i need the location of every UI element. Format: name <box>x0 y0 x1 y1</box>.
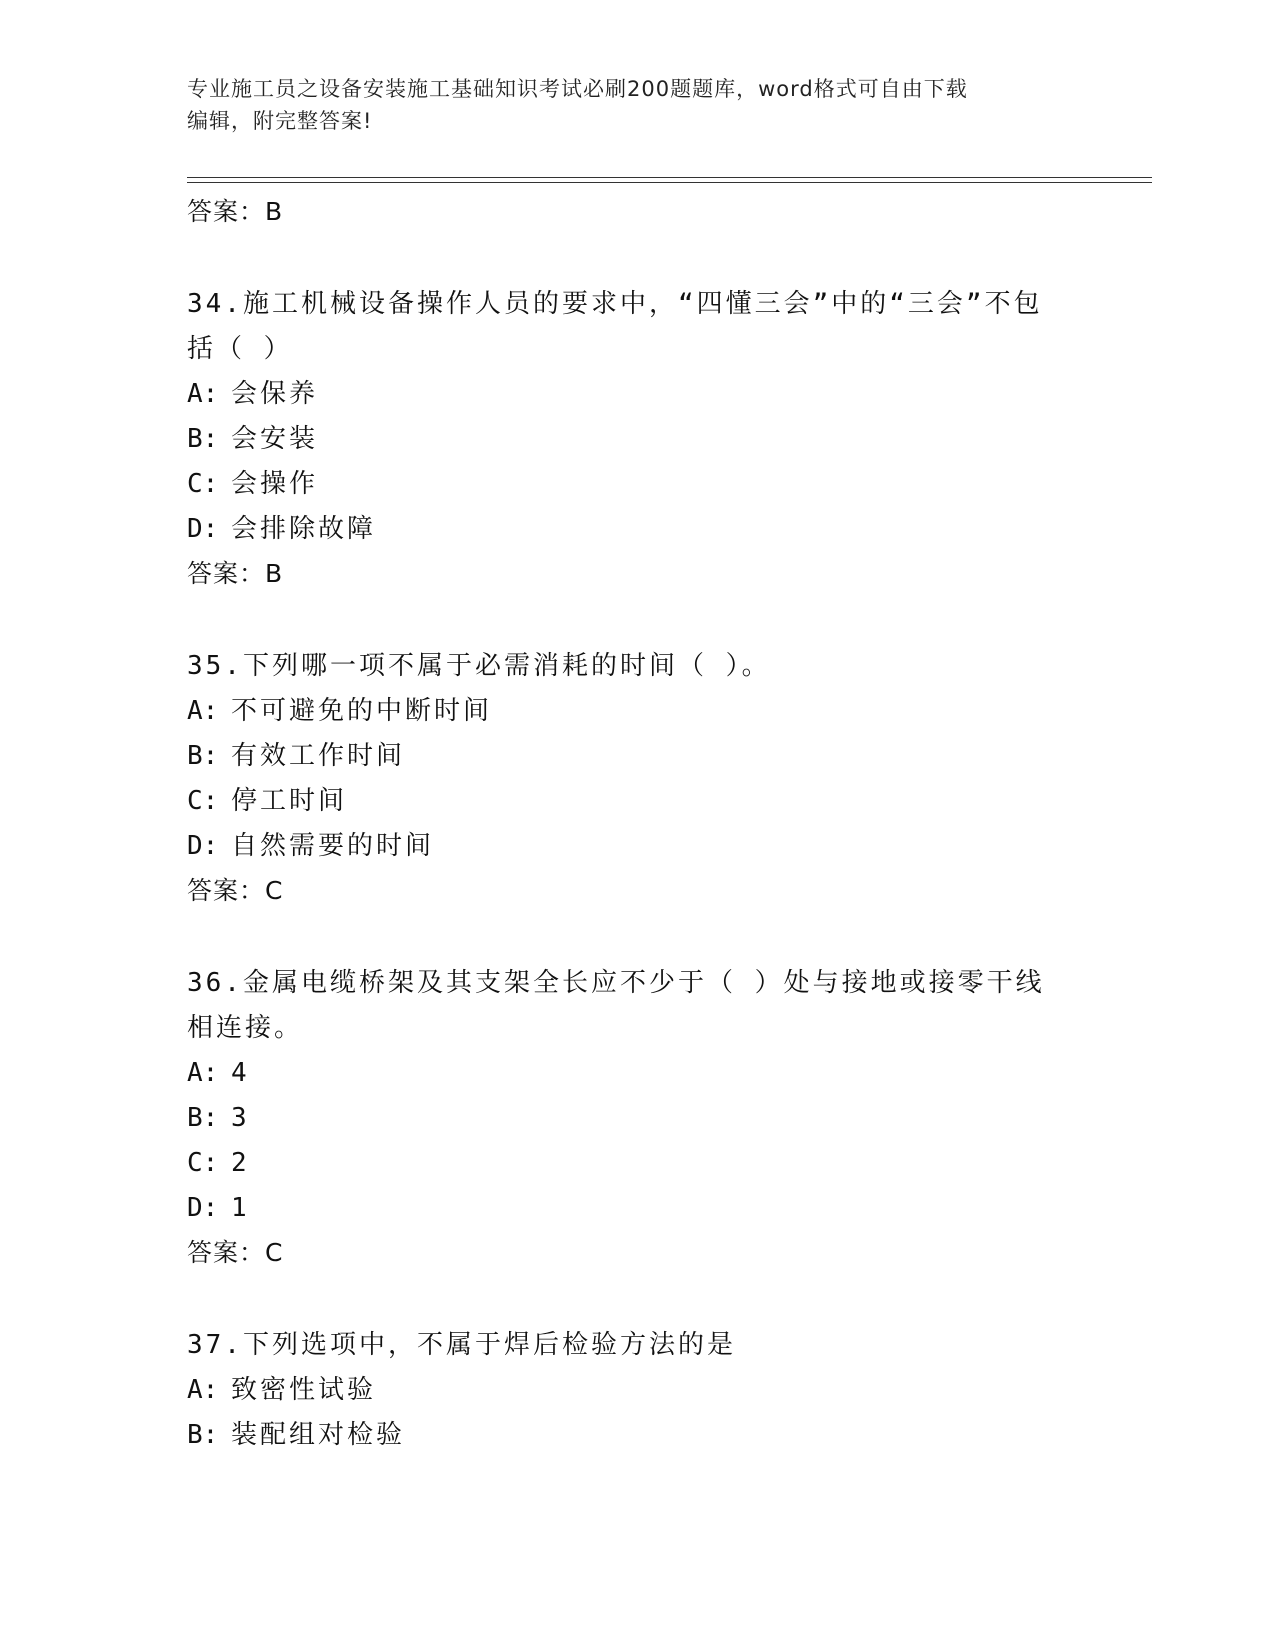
option-a <box>187 372 1087 417</box>
option-letter: B: <box>187 424 219 454</box>
option-text: 停工时间 <box>231 786 348 816</box>
answer-line: 答案：B <box>187 197 284 226</box>
document-header <box>187 73 1067 137</box>
option-text: 装配组对检验 <box>231 1420 406 1450</box>
option-letter: B: <box>187 1420 219 1450</box>
option-text: 自然需要的时间 <box>231 831 435 861</box>
option-letter: C: <box>187 1148 219 1178</box>
option-text: 致密性试验 <box>231 1375 377 1405</box>
option-text: 会保养 <box>231 379 319 409</box>
option-a <box>187 689 1087 734</box>
option-letter: A: <box>187 696 219 726</box>
question-stem: 34.施工机械设备操作人员的要求中，“四懂三会”中的“三会”不包括（ ） <box>187 289 1043 364</box>
header-rule-top <box>187 177 1152 178</box>
option-letter: D: <box>187 831 219 861</box>
option-text: 4 <box>231 1058 250 1088</box>
answer-line: 答案：B <box>187 559 284 588</box>
option-b <box>187 734 1087 779</box>
question-35 <box>187 644 1087 911</box>
option-letter: D: <box>187 1193 219 1223</box>
option-c <box>187 779 1087 824</box>
option-text: 有效工作时间 <box>231 741 406 771</box>
option-letter: A: <box>187 1058 219 1088</box>
option-letter: B: <box>187 741 219 771</box>
header-line-2: 编辑，附完整答案! <box>187 109 373 133</box>
option-letter: D: <box>187 514 219 544</box>
option-text: 3 <box>231 1103 250 1133</box>
option-text: 会排除故障 <box>231 514 377 544</box>
option-letter: C: <box>187 469 219 499</box>
option-text: 会操作 <box>231 469 319 499</box>
option-b <box>187 1096 1087 1141</box>
option-d <box>187 824 1087 869</box>
header-rule-bottom <box>187 182 1152 183</box>
question-37 <box>187 1323 1087 1458</box>
option-c <box>187 1141 1087 1186</box>
option-letter: A: <box>187 379 219 409</box>
question-stem: 35.下列哪一项不属于必需消耗的时间（ ）。 <box>187 651 771 681</box>
header-line-1: 专业施工员之设备安装施工基础知识考试必刷200题题库，word格式可自由下载 <box>187 77 968 101</box>
question-34 <box>187 282 1087 594</box>
option-b <box>187 1413 1087 1458</box>
option-text: 不可避免的中断时间 <box>231 696 493 726</box>
option-letter: C: <box>187 786 219 816</box>
answer-line: 答案：C <box>187 876 284 905</box>
question-36 <box>187 961 1087 1273</box>
question-stem: 36.金属电缆桥架及其支架全长应不少于（ ）处与接地或接零干线相连接。 <box>187 968 1045 1043</box>
option-b <box>187 417 1087 462</box>
option-a <box>187 1368 1087 1413</box>
option-d <box>187 1186 1087 1231</box>
option-c <box>187 462 1087 507</box>
answer-line: 答案：C <box>187 1238 284 1267</box>
option-letter: A: <box>187 1375 219 1405</box>
question-stem: 37.下列选项中，不属于焊后检验方法的是 <box>187 1330 736 1360</box>
option-text: 2 <box>231 1148 250 1178</box>
option-text: 1 <box>231 1193 250 1223</box>
option-letter: B: <box>187 1103 219 1133</box>
question-list <box>187 192 1087 1458</box>
option-text: 会安装 <box>231 424 319 454</box>
option-d <box>187 507 1087 552</box>
option-a <box>187 1051 1087 1096</box>
